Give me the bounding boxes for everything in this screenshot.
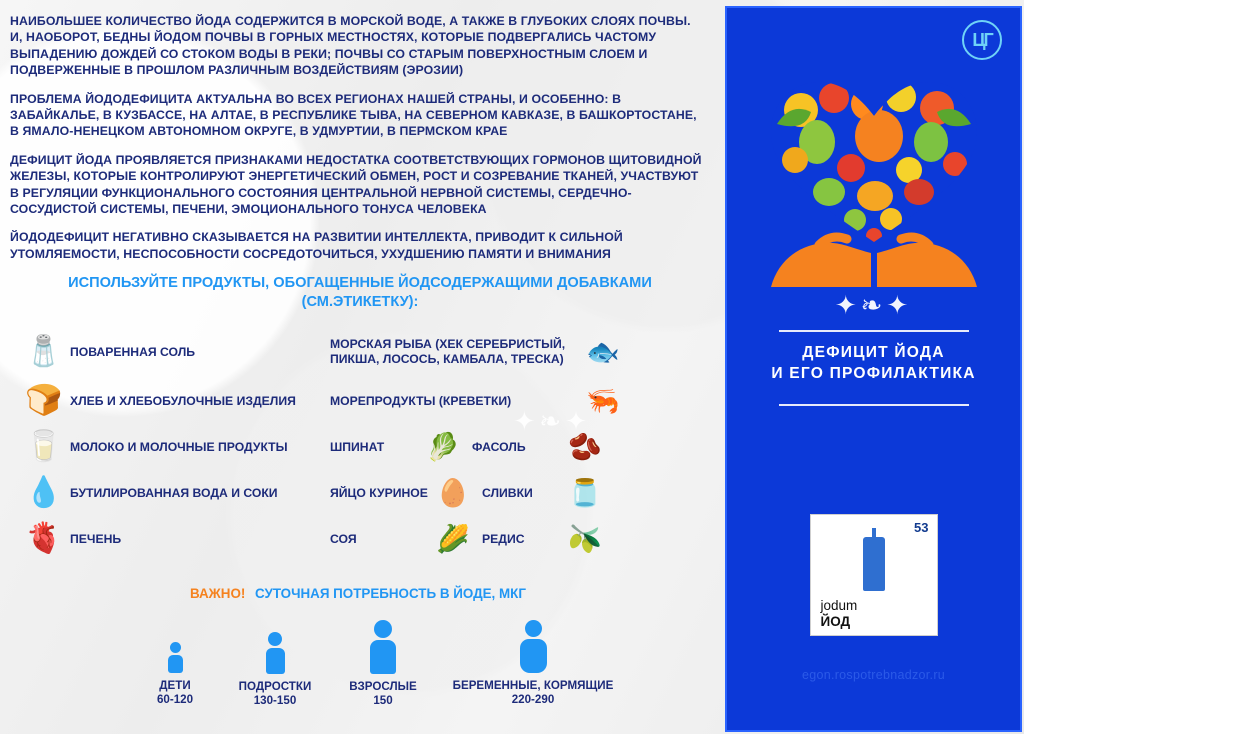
panel-title-line1: ДЕФИЦИТ ЙОДА	[802, 344, 945, 361]
product-label: ПЕЧЕНЬ	[70, 531, 122, 546]
paragraph-2: ПРОБЛЕМА ЙОДОДЕФИЦИТА АКТУАЛЬНА ВО ВСЕХ РЕГИОНАХ НАШЕЙ СТРАНЫ, И ОСОБЕННО: В ЗАБАЙКАЛЬЕ, В КУЗБАССЕ, НА АЛТАЕ, В РЕСПУБЛИКЕ ТЫВА, НА СЕВЕРНОМ КАВКАЗЕ, В БАШКОРТОСТАНЕ, В ЯМАЛО-НЕНЕЦКОМ АВТОНОМНОМ ОКРУГЕ, В УДМУРТИИ, В ПЕРМСКОМ КРАЕ	[10, 91, 697, 139]
figure-adults	[328, 620, 438, 707]
ornament-top: ✦❧✦	[834, 290, 913, 320]
product-label: ПОВАРЕННАЯ СОЛЬ	[70, 344, 196, 359]
liver-icon: 🫀	[25, 522, 63, 556]
product-label: МОЛОКО И МОЛОЧНЫЕ ПРОДУКТЫ	[70, 439, 288, 454]
figure-value: 60-120	[156, 693, 194, 706]
figure-value: 220-290	[511, 693, 555, 706]
cream-jar-icon: 🫙	[568, 478, 602, 509]
panel-title	[727, 342, 1020, 384]
water-bottle-icon: 💧	[25, 476, 63, 510]
figure-group	[120, 614, 640, 734]
iodine-glyph-icon	[863, 537, 885, 591]
ornament-bottom: ✦❧✦	[513, 406, 591, 436]
soy-icon: 🌽	[436, 524, 470, 555]
figure-children	[130, 642, 220, 706]
egg-icon: 🥚	[436, 478, 470, 509]
paragraph-1: НАИБОЛЬШЕЕ КОЛИЧЕСТВО ЙОДА СОДЕРЖИТСЯ В МОРСКОЙ ВОДЕ, А ТАКЖЕ В ГЛУБОКИХ СЛОЯХ ПОЧВЫ. И, НАОБОРОТ, БЕДНЫ ЙОДОМ ПОЧВЫ В ГОРНЫХ МЕСТНОСТЯХ, КОТОРЫЕ ПОДВЕРГАЛИСЬ ЧАСТОМУ ВЫПАДЕНИЮ ДОЖДЕЙ СО СТОКОМ ВОДЫ В РЕКИ; ПОЧВЫ СО СТАРЫМ ПОВЕРХНОСТНЫМ СЛОЕМ И ПОДВЕРЖЕННЫЕ В ПРОШЛОМ РАЗЛИЧНЫМ ВОЗДЕЙСТВИЯМ (ЭРОЗИИ)	[10, 14, 691, 78]
element-latin-name: jodum	[820, 598, 858, 613]
spinach-icon: 🥬	[426, 432, 460, 463]
daily-requirement-title: СУТОЧНАЯ ПОТРЕБНОСТЬ В ЙОДЕ, МКГ	[255, 586, 526, 601]
product-label: СОЯ	[330, 531, 357, 546]
beans-icon: 🫘	[568, 432, 602, 463]
figure-pregnant	[438, 620, 628, 706]
website-url: egon.rospotrebnadzor.ru	[801, 668, 946, 682]
important-label: ВАЖНО!	[190, 586, 246, 601]
paragraph-3: ДЕФИЦИТ ЙОДА ПРОЯВЛЯЕТСЯ ПРИЗНАКАМИ НЕДОСТАТКА СООТВЕТСТВУЮЩИХ ГОРМОНОВ ЩИТОВИДНОЙ ЖЕЛЕЗЫ, КОТОРЫЕ КОНТРОЛИРУЮТ ЭНЕРГЕТИЧЕСКИЙ ОБМЕН, РОСТ И СОЗРЕВАНИЕ ТКАНЕЙ, УЧАСТВУЮТ В РЕГУЛЯЦИИ ФУНКЦИОНАЛЬНОГО СОСТОЯНИЯ ЦЕНТРАЛЬНОЙ НЕРВНОЙ СИСТЕМЫ, СЕРДЕЧНО-СОСУДИСТОЙ СИСТЕМЫ, ПЕЧЕНИ, ЭМОЦИОНАЛЬНОГО ТОНУСА ЧЕЛОВЕКА	[10, 152, 702, 217]
product-label: ШПИНАТ	[330, 439, 385, 454]
person-icon	[220, 632, 330, 674]
milk-bottle-icon: 🥛	[25, 430, 63, 464]
product-label: МОРСКАЯ РЫБА (ХЕК СЕРЕБРИСТЫЙ, ПИКША, ЛОСОСЬ, КАМБАЛА, ТРЕСКА)	[330, 337, 566, 367]
periodic-element-card	[810, 514, 938, 636]
product-label: МОРЕПРОДУКТЫ (КРЕВЕТКИ)	[330, 393, 512, 408]
product-label: ФАСОЛЬ	[472, 439, 526, 454]
daily-requirement-section	[0, 578, 720, 734]
element-ru-name: ЙОД	[820, 614, 851, 629]
divider-top	[779, 330, 969, 332]
person-icon	[130, 642, 220, 673]
paragraph-4: ЙОДОДЕФИЦИТ НЕГАТИВНО СКАЗЫВАЕТСЯ НА РАЗВИТИИ ИНТЕЛЛЕКТА, ПРИВОДИТ К СИЛЬНОЙ УТОМЛЯЕМОСТИ, НЕСПОСОБНОСТИ СОСРЕДОТОЧИТЬСЯ, УХУДШЕНИЮ ПАМЯТИ И ВНИМАНИЯ	[10, 230, 623, 261]
figure-teens	[220, 632, 330, 707]
person-icon	[438, 620, 628, 673]
product-label: СЛИВКИ	[482, 485, 533, 500]
figure-label: ВЗРОСЛЫЕ	[349, 680, 417, 693]
figure-label: БЕРЕМЕННЫЕ, КОРМЯЩИЕ	[452, 679, 614, 692]
product-row	[18, 326, 712, 378]
product-label: ХЛЕБ И ХЛЕБОБУЛОЧНЫЕ ИЗДЕЛИЯ	[70, 393, 296, 408]
figure-label: ДЕТИ	[159, 679, 191, 692]
hands-illustration	[759, 223, 989, 293]
element-number: 53	[914, 520, 929, 535]
person-icon	[328, 620, 438, 674]
salt-shaker-icon: 🧂	[25, 335, 63, 369]
intro-text-block	[0, 0, 720, 262]
organization-logo: ЦГ	[962, 20, 1002, 60]
panel-title-line2: И ЕГО ПРОФИЛАКТИКА	[771, 365, 976, 382]
fish-icon: 🐟	[586, 337, 620, 368]
product-label: РЕДИС	[482, 531, 525, 546]
products-headline: ИСПОЛЬЗУЙТЕ ПРОДУКТЫ, ОБОГАЩЕННЫЕ ЙОДСОДЕРЖАЩИМИ ДОБАВКАМИ (СМ.ЭТИКЕТКУ):	[68, 275, 652, 311]
bread-icon: 🍞	[25, 384, 63, 418]
figure-value: 130-150	[253, 694, 297, 707]
radish-icon: 🫒	[568, 524, 602, 555]
product-label: ЯЙЦО КУРИНОЕ	[330, 485, 428, 500]
figure-label: ПОДРОСТКИ	[238, 680, 312, 693]
figure-value: 150	[373, 694, 393, 707]
shrimp-icon: 🦐	[586, 386, 620, 417]
product-label: БУТИЛИРОВАННАЯ ВОДА И СОКИ	[70, 485, 278, 500]
